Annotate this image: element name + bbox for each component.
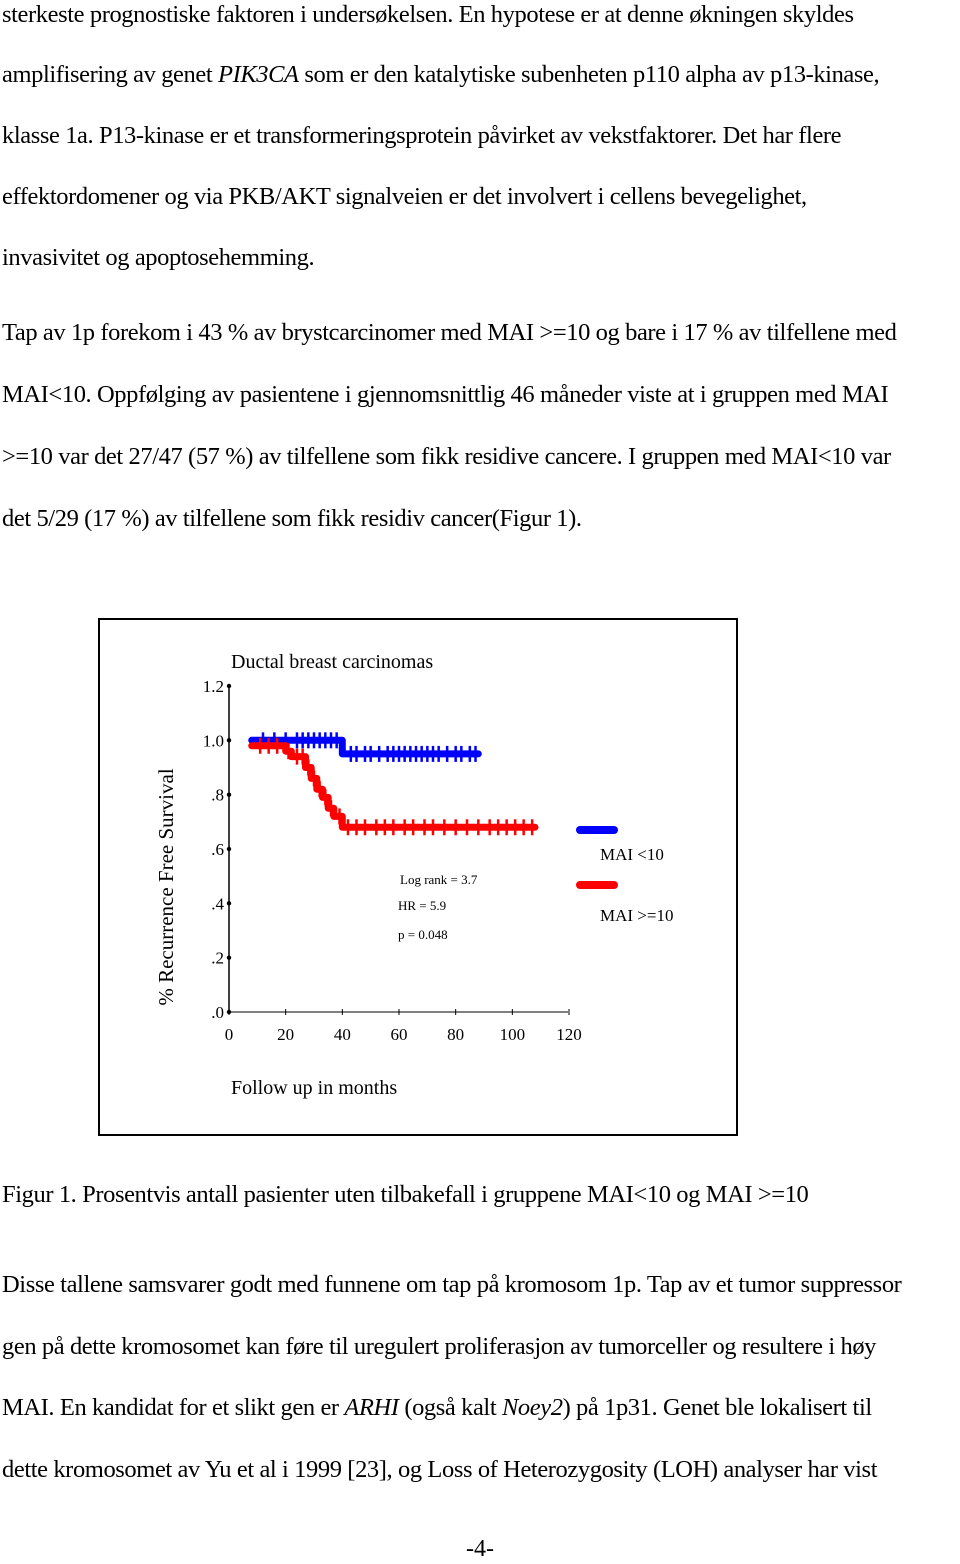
paragraph-3-line-2: gen på dette kromosomet kan føre til uregulert proliferasjon av tumorceller og resultere i høy (2, 1333, 877, 1360)
y-tick-label: .8 (211, 785, 224, 805)
y-tick-label: .4 (211, 894, 224, 914)
gene-name-arhi: ARHI (344, 1394, 399, 1421)
y-tick-label: 1.2 (202, 677, 224, 696)
paragraph-1-line-5: invasivitet og apoptosehemming. (2, 244, 315, 271)
paragraph-3-line-3: MAI. En kandidat for et slikt gen er ARHI (også kalt Noey2) på 1p31. Genet ble lokalisert til (2, 1394, 872, 1421)
km-chart (100, 620, 736, 1134)
y-tick-label: .6 (211, 840, 224, 859)
figure-1-box (98, 618, 738, 1136)
x-tick-label: 20 (277, 1025, 295, 1044)
page-number: -4- (466, 1536, 494, 1562)
y-tick-label: 1.0 (202, 731, 224, 751)
y-tick-mark (227, 684, 231, 688)
x-tick-label: 100 (499, 1025, 526, 1044)
y-tick-mark (227, 738, 231, 742)
gene-name-pik3ca: PIK3CA (218, 61, 299, 88)
paragraph-1-line-1: sterkeste prognostiske faktoren i undersøkelsen. En hypotese er at denne økningen skyldes (2, 1, 854, 28)
paragraph-3-line-1: Disse tallene samsvarer godt med funnene om tap på kromosom 1p. Tap av et tumor suppressor (2, 1271, 902, 1298)
stat-hazard-ratio: HR = 5.9 (398, 898, 447, 913)
legend-label: MAI >=10 (600, 906, 674, 925)
stat-log-rank: Log rank = 3.7 (400, 872, 478, 887)
paragraph-1-line-4: effektordomener og via PKB/AKT signalveien er det involvert i cellens bevegelighet, (2, 183, 807, 210)
paragraph-2-line-1: Tap av 1p forekom i 43 % av brystcarcinomer med MAI >=10 og bare i 17 % av tilfellene med (2, 319, 897, 346)
figure-caption: Figur 1. Prosentvis antall pasienter uten tilbakefall i gruppene MAI<10 og MAI >=10 (2, 1181, 809, 1208)
paragraph-3-line-4: dette kromosomet av Yu et al i 1999 [23], og Loss of Heterozygosity (LOH) analyser har vist (2, 1456, 878, 1483)
legend-swatch (576, 881, 618, 889)
y-tick-label: .0 (211, 1003, 224, 1022)
legend-label: MAI <10 (600, 845, 664, 864)
x-tick-label: 40 (333, 1025, 351, 1044)
x-tick-label: 120 (556, 1025, 582, 1044)
y-tick-mark (227, 955, 231, 959)
y-tick-mark (227, 847, 231, 851)
x-axis-label: Follow up in months (231, 1077, 398, 1099)
legend-swatch (576, 826, 618, 834)
y-tick-mark (227, 901, 231, 905)
paragraph-2-line-4: det 5/29 (17 %) av tilfellene som fikk residiv cancer(Figur 1). (2, 505, 582, 532)
y-tick-label: .2 (211, 948, 224, 968)
chart-title: Ductal breast carcinomas (231, 651, 434, 673)
gene-name-noey2: Noey2 (501, 1394, 563, 1421)
x-tick-label: 0 (224, 1025, 234, 1044)
paragraph-1-line-3: klasse 1a. P13-kinase er et transformeringsprotein påvirket av vekstfaktorer. Det har flere (2, 122, 842, 149)
paragraph-2-line-3: >=10 var det 27/47 (57 %) av tilfellene som fikk residive cancere. I gruppen med MAI<10 var (2, 443, 891, 470)
stat-p-value: p = 0.048 (398, 927, 448, 942)
paragraph-2-line-2: MAI<10. Oppfølging av pasientene i gjennomsnittlig 46 måneder viste at i gruppen med MAI (2, 381, 889, 408)
x-tick-label: 80 (447, 1025, 465, 1044)
paragraph-1-line-2: amplifisering av genet PIK3CA som er den katalytiske subenheten p110 alpha av p13-kinase, (2, 61, 880, 88)
y-tick-mark (227, 792, 231, 796)
y-axis-label: % Recurrence Free Survival (154, 768, 178, 1006)
x-tick-label: 60 (390, 1025, 408, 1044)
